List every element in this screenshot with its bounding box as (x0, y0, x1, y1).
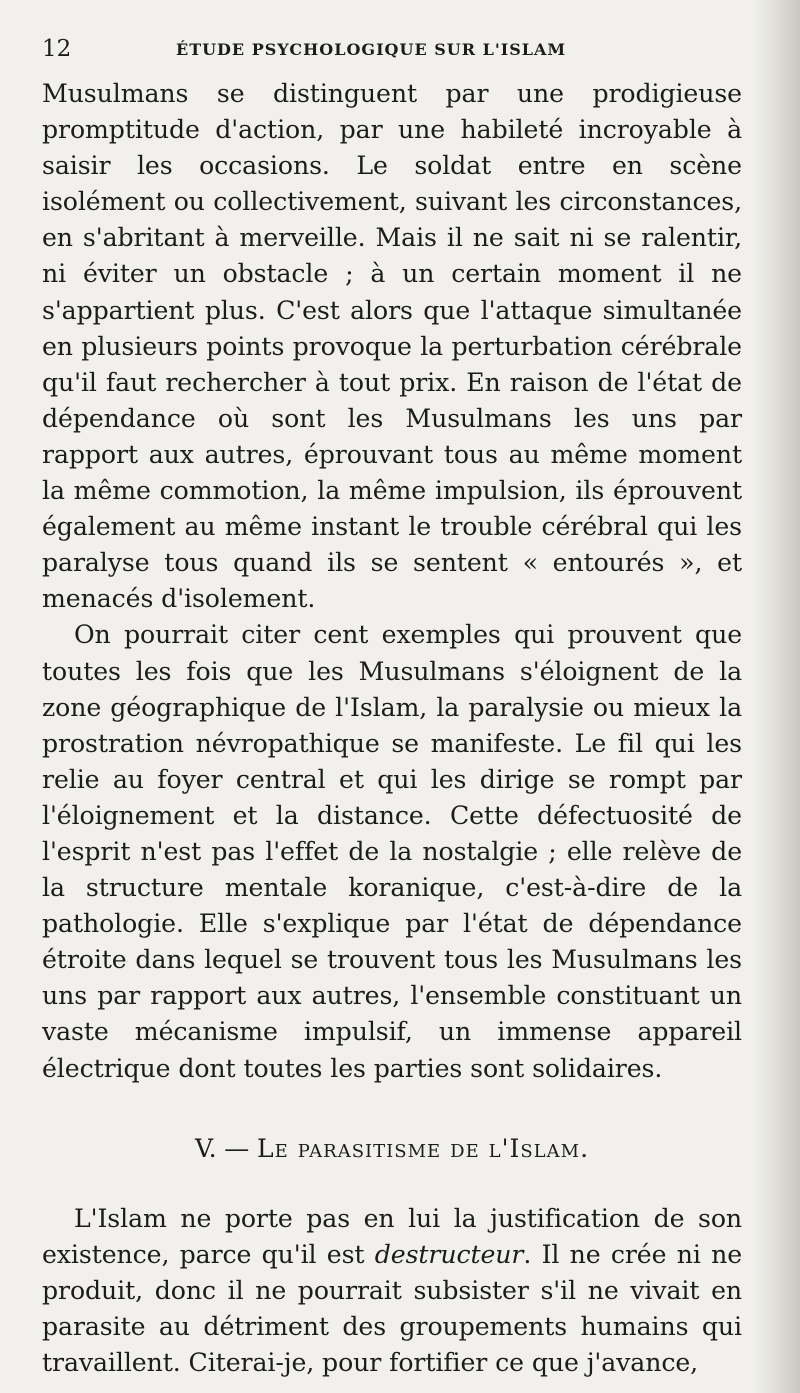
section-heading (42, 1131, 742, 1167)
running-head: ÉTUDE PSYCHOLOGIQUE SUR L'ISLAM (176, 40, 567, 59)
section-number: V. — (194, 1133, 250, 1163)
section-title: Le parasitisme de l'Islam. (257, 1133, 590, 1163)
page-number: 12 (42, 36, 72, 62)
page-body (42, 76, 742, 1381)
paragraph-3-start: L'Islam ne porte pas en lui la justification de son existence, parce qu'il est (42, 1203, 742, 1269)
paragraph-3 (42, 1201, 742, 1381)
paragraph-3-emphasis: destructeur (374, 1239, 524, 1269)
page-edge-shadow (754, 0, 800, 1393)
paragraph-1: Musulmans se distinguent par une prodigieuse promptitude d'action, par une habileté incroyable à saisir les occasions. Le soldat entre en scène isolément ou collectivement, suivant les circonstances, en s'abritant à merveille. Mais il ne sait ni se ralentir, ni éviter un obstacle ; à un certain moment il ne s'appartient plus. C'est alors que l'attaque simultanée en plusieurs points provoque la perturbation cérébrale qu'il faut rechercher à tout prix. En raison de l'état de dépendance où sont les Musulmans les uns par rapport aux autres, éprouvant tous au même moment la même commotion, la même impulsion, ils éprouvent également au même instant le trouble cérébral qui les paralyse tous quand ils se sentent « entourés », et menacés d'isolement. (42, 79, 742, 614)
page-header (42, 36, 742, 66)
paragraph-2: On pourrait citer cent exemples qui prouvent que toutes les fois que les Musulmans s'éloignent de la zone géographique de l'Islam, la paralysie ou mieux la prostration névropathique se manifeste. Le fil qui les relie au foyer central et qui les dirige se rompt par l'éloignement et la distance. Cette défectuosité de l'esprit n'est pas l'effet de la nostalgie ; elle relève de la structure mentale koranique, c'est-à-dire de la pathologie. Elle s'explique par l'état de dépendance étroite dans lequel se trouvent tous les Musulmans les uns par rapport aux autres, l'ensemble constituant un vaste mécanisme impulsif, un immense appareil électrique dont toutes les parties sont solidaires. (42, 620, 742, 1083)
paragraph-3-end: . Il ne crée ni ne produit, donc il ne pourrait subsister s'il ne vivait en parasite au détriment des groupements humains qui travaillent. Citerai-je, pour fortifier ce que j'avance, (42, 1239, 742, 1378)
